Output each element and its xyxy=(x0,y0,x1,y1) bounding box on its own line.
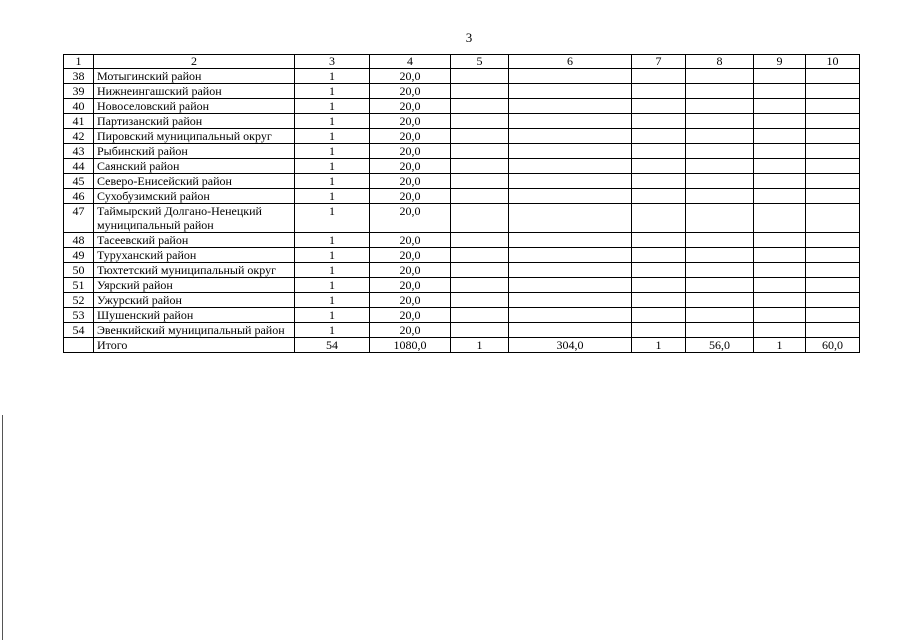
empty-cell xyxy=(509,114,632,129)
empty-cell xyxy=(754,129,806,144)
amount-cell: 20,0 xyxy=(370,278,451,293)
table-row xyxy=(64,233,860,248)
empty-cell xyxy=(686,189,754,204)
empty-cell xyxy=(451,144,509,159)
district-name-cell: Уярский район xyxy=(94,278,295,293)
row-number-cell: 48 xyxy=(64,233,94,248)
count-cell: 1 xyxy=(295,323,370,338)
empty-cell xyxy=(451,159,509,174)
empty-cell xyxy=(754,174,806,189)
total-row xyxy=(64,338,860,353)
count-cell: 1 xyxy=(295,69,370,84)
empty-cell xyxy=(686,159,754,174)
row-number-cell: 52 xyxy=(64,293,94,308)
district-name-cell: Новоселовский район xyxy=(94,99,295,114)
count-cell: 1 xyxy=(295,293,370,308)
table-row xyxy=(64,144,860,159)
table-row xyxy=(64,159,860,174)
row-number-cell: 51 xyxy=(64,278,94,293)
empty-cell xyxy=(632,69,686,84)
row-number-cell: 40 xyxy=(64,99,94,114)
row-number-cell: 43 xyxy=(64,144,94,159)
count-cell: 1 xyxy=(295,174,370,189)
empty-cell xyxy=(509,278,632,293)
empty-cell xyxy=(806,293,860,308)
empty-cell xyxy=(632,204,686,233)
row-number-cell: 45 xyxy=(64,174,94,189)
column-header: 4 xyxy=(370,55,451,69)
empty-cell xyxy=(806,144,860,159)
empty-cell xyxy=(754,159,806,174)
empty-cell xyxy=(64,338,94,353)
empty-cell xyxy=(509,248,632,263)
total-col6-cell: 304,0 xyxy=(509,338,632,353)
empty-cell xyxy=(806,204,860,233)
table-row xyxy=(64,69,860,84)
empty-cell xyxy=(806,84,860,99)
empty-cell xyxy=(754,263,806,278)
empty-cell xyxy=(451,204,509,233)
empty-cell xyxy=(451,263,509,278)
empty-cell xyxy=(686,84,754,99)
row-number-cell: 54 xyxy=(64,323,94,338)
table-row xyxy=(64,293,860,308)
row-number-cell: 49 xyxy=(64,248,94,263)
empty-cell xyxy=(451,248,509,263)
column-header: 7 xyxy=(632,55,686,69)
empty-cell xyxy=(451,129,509,144)
table-row xyxy=(64,278,860,293)
empty-cell xyxy=(509,308,632,323)
allocation-table xyxy=(63,54,860,353)
total-amount-cell: 1080,0 xyxy=(370,338,451,353)
amount-cell: 20,0 xyxy=(370,129,451,144)
total-col8-cell: 56,0 xyxy=(686,338,754,353)
column-header: 6 xyxy=(509,55,632,69)
amount-cell: 20,0 xyxy=(370,263,451,278)
empty-cell xyxy=(632,248,686,263)
empty-cell xyxy=(451,308,509,323)
empty-cell xyxy=(754,248,806,263)
amount-cell: 20,0 xyxy=(370,144,451,159)
total-label-cell: Итого xyxy=(94,338,295,353)
column-header: 1 xyxy=(64,55,94,69)
column-header: 9 xyxy=(754,55,806,69)
count-cell: 1 xyxy=(295,248,370,263)
empty-cell xyxy=(509,99,632,114)
empty-cell xyxy=(754,84,806,99)
empty-cell xyxy=(632,233,686,248)
empty-cell xyxy=(686,248,754,263)
row-number-cell: 39 xyxy=(64,84,94,99)
table-row xyxy=(64,84,860,99)
empty-cell xyxy=(509,233,632,248)
district-name-cell: Мотыгинский район xyxy=(94,69,295,84)
table-row xyxy=(64,114,860,129)
empty-cell xyxy=(686,204,754,233)
total-col7-cell: 1 xyxy=(632,338,686,353)
empty-cell xyxy=(806,174,860,189)
row-number-cell: 50 xyxy=(64,263,94,278)
empty-cell xyxy=(686,99,754,114)
district-name-cell: Шушенский район xyxy=(94,308,295,323)
empty-cell xyxy=(509,204,632,233)
empty-cell xyxy=(509,69,632,84)
count-cell: 1 xyxy=(295,84,370,99)
column-header: 8 xyxy=(686,55,754,69)
empty-cell xyxy=(632,278,686,293)
empty-cell xyxy=(686,308,754,323)
empty-cell xyxy=(632,263,686,278)
district-name-cell: Рыбинский район xyxy=(94,144,295,159)
table-row xyxy=(64,308,860,323)
table-row xyxy=(64,204,860,233)
amount-cell: 20,0 xyxy=(370,308,451,323)
empty-cell xyxy=(632,84,686,99)
count-cell: 1 xyxy=(295,114,370,129)
amount-cell: 20,0 xyxy=(370,204,451,233)
empty-cell xyxy=(509,84,632,99)
column-header: 10 xyxy=(806,55,860,69)
empty-cell xyxy=(509,293,632,308)
total-col5-cell: 1 xyxy=(451,338,509,353)
district-name-cell: Таймырский Долгано-Ненецкий муниципальный район xyxy=(94,204,295,233)
empty-cell xyxy=(509,189,632,204)
row-number-cell: 38 xyxy=(64,69,94,84)
empty-cell xyxy=(451,278,509,293)
empty-cell xyxy=(686,263,754,278)
table-header-row xyxy=(64,55,860,69)
district-name-cell: Саянский район xyxy=(94,159,295,174)
empty-cell xyxy=(806,159,860,174)
amount-cell: 20,0 xyxy=(370,114,451,129)
district-name-cell: Ужурский район xyxy=(94,293,295,308)
district-name-cell: Партизанский район xyxy=(94,114,295,129)
table-row xyxy=(64,189,860,204)
empty-cell xyxy=(509,159,632,174)
empty-cell xyxy=(686,144,754,159)
empty-cell xyxy=(754,144,806,159)
district-name-cell: Тюхтетский муниципальный округ xyxy=(94,263,295,278)
empty-cell xyxy=(806,69,860,84)
row-number-cell: 47 xyxy=(64,204,94,233)
count-cell: 1 xyxy=(295,278,370,293)
empty-cell xyxy=(806,323,860,338)
amount-cell: 20,0 xyxy=(370,99,451,114)
row-number-cell: 42 xyxy=(64,129,94,144)
empty-cell xyxy=(686,233,754,248)
empty-cell xyxy=(632,114,686,129)
table-row xyxy=(64,129,860,144)
empty-cell xyxy=(509,174,632,189)
empty-cell xyxy=(806,99,860,114)
empty-cell xyxy=(806,114,860,129)
empty-cell xyxy=(509,263,632,278)
empty-cell xyxy=(686,69,754,84)
empty-cell xyxy=(632,189,686,204)
total-count-cell: 54 xyxy=(295,338,370,353)
total-col9-cell: 1 xyxy=(754,338,806,353)
empty-cell xyxy=(754,308,806,323)
district-name-cell: Северо-Енисейский район xyxy=(94,174,295,189)
count-cell: 1 xyxy=(295,129,370,144)
count-cell: 1 xyxy=(295,189,370,204)
district-name-cell: Нижнеингашский район xyxy=(94,84,295,99)
empty-cell xyxy=(754,323,806,338)
empty-cell xyxy=(632,323,686,338)
district-name-cell: Пировский муниципальный округ xyxy=(94,129,295,144)
empty-cell xyxy=(806,278,860,293)
count-cell: 1 xyxy=(295,233,370,248)
empty-cell xyxy=(686,293,754,308)
empty-cell xyxy=(451,84,509,99)
empty-cell xyxy=(509,144,632,159)
count-cell: 1 xyxy=(295,308,370,323)
empty-cell xyxy=(451,233,509,248)
amount-cell: 20,0 xyxy=(370,323,451,338)
empty-cell xyxy=(632,159,686,174)
empty-cell xyxy=(632,174,686,189)
column-header: 5 xyxy=(451,55,509,69)
empty-cell xyxy=(806,129,860,144)
empty-cell xyxy=(754,114,806,129)
empty-cell xyxy=(686,278,754,293)
empty-cell xyxy=(806,248,860,263)
empty-cell xyxy=(451,174,509,189)
empty-cell xyxy=(632,293,686,308)
count-cell: 1 xyxy=(295,159,370,174)
empty-cell xyxy=(509,323,632,338)
empty-cell xyxy=(451,99,509,114)
page-number: 3 xyxy=(465,30,473,45)
empty-cell xyxy=(686,114,754,129)
empty-cell xyxy=(754,204,806,233)
empty-cell xyxy=(806,189,860,204)
row-number-cell: 46 xyxy=(64,189,94,204)
empty-cell xyxy=(806,233,860,248)
empty-cell xyxy=(451,189,509,204)
table-row xyxy=(64,99,860,114)
empty-cell xyxy=(509,129,632,144)
count-cell: 1 xyxy=(295,204,370,233)
empty-cell xyxy=(754,189,806,204)
empty-cell xyxy=(754,293,806,308)
amount-cell: 20,0 xyxy=(370,189,451,204)
row-number-cell: 41 xyxy=(64,114,94,129)
district-name-cell: Сухобузимский район xyxy=(94,189,295,204)
total-col10-cell: 60,0 xyxy=(806,338,860,353)
amount-cell: 20,0 xyxy=(370,293,451,308)
empty-cell xyxy=(632,129,686,144)
column-header: 3 xyxy=(295,55,370,69)
column-header: 2 xyxy=(94,55,295,69)
district-name-cell: Тасеевский район xyxy=(94,233,295,248)
table-row xyxy=(64,323,860,338)
table-row xyxy=(64,248,860,263)
row-number-cell: 53 xyxy=(64,308,94,323)
empty-cell xyxy=(806,263,860,278)
empty-cell xyxy=(451,69,509,84)
scan-edge-line xyxy=(2,415,3,640)
empty-cell xyxy=(632,99,686,114)
empty-cell xyxy=(754,69,806,84)
table-row xyxy=(64,263,860,278)
table-row xyxy=(64,174,860,189)
empty-cell xyxy=(754,278,806,293)
district-name-cell: Туруханский район xyxy=(94,248,295,263)
district-name-cell: Эвенкийский муниципальный район xyxy=(94,323,295,338)
count-cell: 1 xyxy=(295,144,370,159)
count-cell: 1 xyxy=(295,263,370,278)
count-cell: 1 xyxy=(295,99,370,114)
empty-cell xyxy=(632,144,686,159)
row-number-cell: 44 xyxy=(64,159,94,174)
amount-cell: 20,0 xyxy=(370,248,451,263)
amount-cell: 20,0 xyxy=(370,233,451,248)
amount-cell: 20,0 xyxy=(370,69,451,84)
empty-cell xyxy=(451,293,509,308)
empty-cell xyxy=(632,308,686,323)
empty-cell xyxy=(686,323,754,338)
amount-cell: 20,0 xyxy=(370,159,451,174)
empty-cell xyxy=(686,174,754,189)
empty-cell xyxy=(754,233,806,248)
amount-cell: 20,0 xyxy=(370,84,451,99)
empty-cell xyxy=(806,308,860,323)
empty-cell xyxy=(754,99,806,114)
empty-cell xyxy=(451,114,509,129)
empty-cell xyxy=(686,129,754,144)
empty-cell xyxy=(451,323,509,338)
amount-cell: 20,0 xyxy=(370,174,451,189)
